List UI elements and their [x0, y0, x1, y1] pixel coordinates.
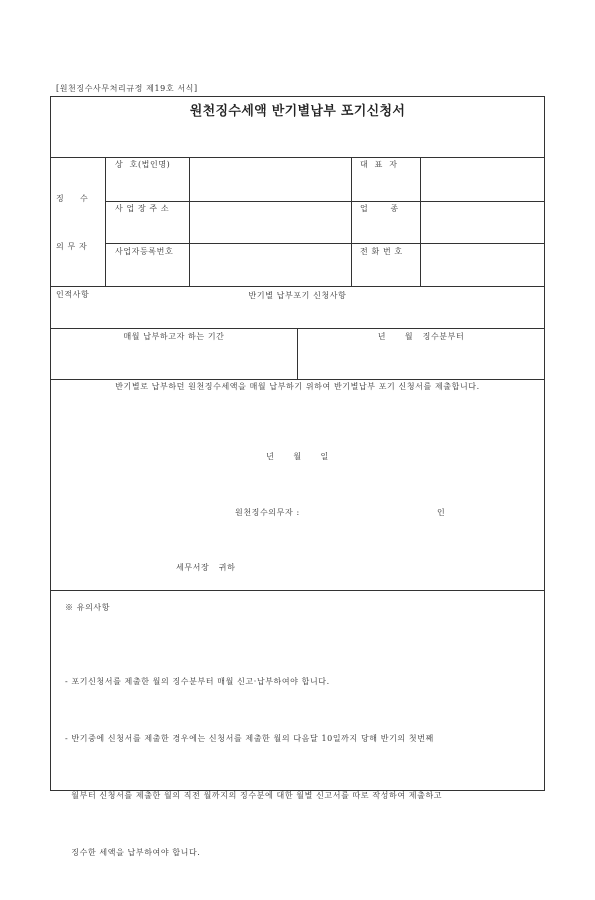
- registration-number-field[interactable]: [193, 246, 347, 284]
- note-line: - 포기신청서를 제출한 월의 징수분부터 매월 신고·납부하여야 합니다.: [65, 677, 330, 686]
- applicant-label: 원천징수의무자 :: [235, 508, 300, 517]
- row-divider: [105, 243, 544, 244]
- section-divider: [51, 379, 544, 380]
- column-divider: [351, 157, 352, 286]
- period-label: 매월 납부하고자 하는 기간: [123, 332, 225, 341]
- page-title: 원천징수세액 반기별납부 포기신청서: [189, 104, 406, 119]
- registration-number-label: 사업자등록번호: [115, 247, 174, 256]
- period-value-field[interactable]: 년 월 징수분부터: [377, 332, 465, 341]
- notes-heading: ※ 유의사항: [65, 603, 111, 612]
- address-label: 사 업 장 주 소: [115, 204, 170, 213]
- form-reference: [원천징수사무처리규정 제19호 서식]: [56, 84, 198, 93]
- column-divider: [420, 157, 421, 286]
- section-divider: [51, 590, 544, 591]
- representative-field[interactable]: [424, 159, 540, 199]
- row-divider: [105, 201, 544, 202]
- application-section-title: 반기별 납부포기 신청사항: [248, 291, 347, 300]
- business-type-label: 업 종: [360, 204, 399, 213]
- business-type-field[interactable]: [424, 203, 540, 241]
- date-line[interactable]: 년 월 일: [266, 452, 329, 461]
- column-divider: [105, 157, 106, 286]
- section-label-line: 인적사항: [56, 290, 90, 299]
- title-divider: [51, 157, 544, 158]
- column-divider: [189, 157, 190, 286]
- trade-name-field[interactable]: [193, 159, 347, 199]
- addressee: 세무서장 귀하: [176, 563, 236, 572]
- note-line: - 반기중에 신청서를 제출한 경우에는 신청서를 제출한 월의 다음달 10일까지 당해 반기의 첫번째: [65, 734, 434, 743]
- section-divider: [51, 286, 544, 287]
- note-line: 징수한 세액을 납부하여야 합니다.: [65, 848, 201, 857]
- representative-label: 대 표 자: [360, 160, 398, 169]
- notes-list: [65, 634, 442, 900]
- address-field[interactable]: [193, 203, 347, 241]
- phone-field[interactable]: [424, 246, 540, 284]
- declaration-text: 반기별로 납부하던 원천징수세액을 매월 납부하기 위하여 반기별납부 포기 신청서를 제출합니다.: [115, 382, 480, 391]
- withdrawal-application-form: [50, 96, 545, 857]
- withholder-section-label: [56, 159, 89, 335]
- section-label-line: 징 수: [56, 194, 89, 203]
- section-label-line: 의 무 자: [56, 242, 88, 251]
- trade-name-label: 상 호(법인명): [115, 160, 171, 169]
- note-line: 월부터 신청서를 제출한 월의 직전 월까지의 징수분에 대한 월별 신고서를 따로 작성하여 제출하고: [65, 791, 443, 800]
- seal-label: 인: [437, 508, 446, 517]
- phone-label: 전 화 번 호: [360, 247, 403, 256]
